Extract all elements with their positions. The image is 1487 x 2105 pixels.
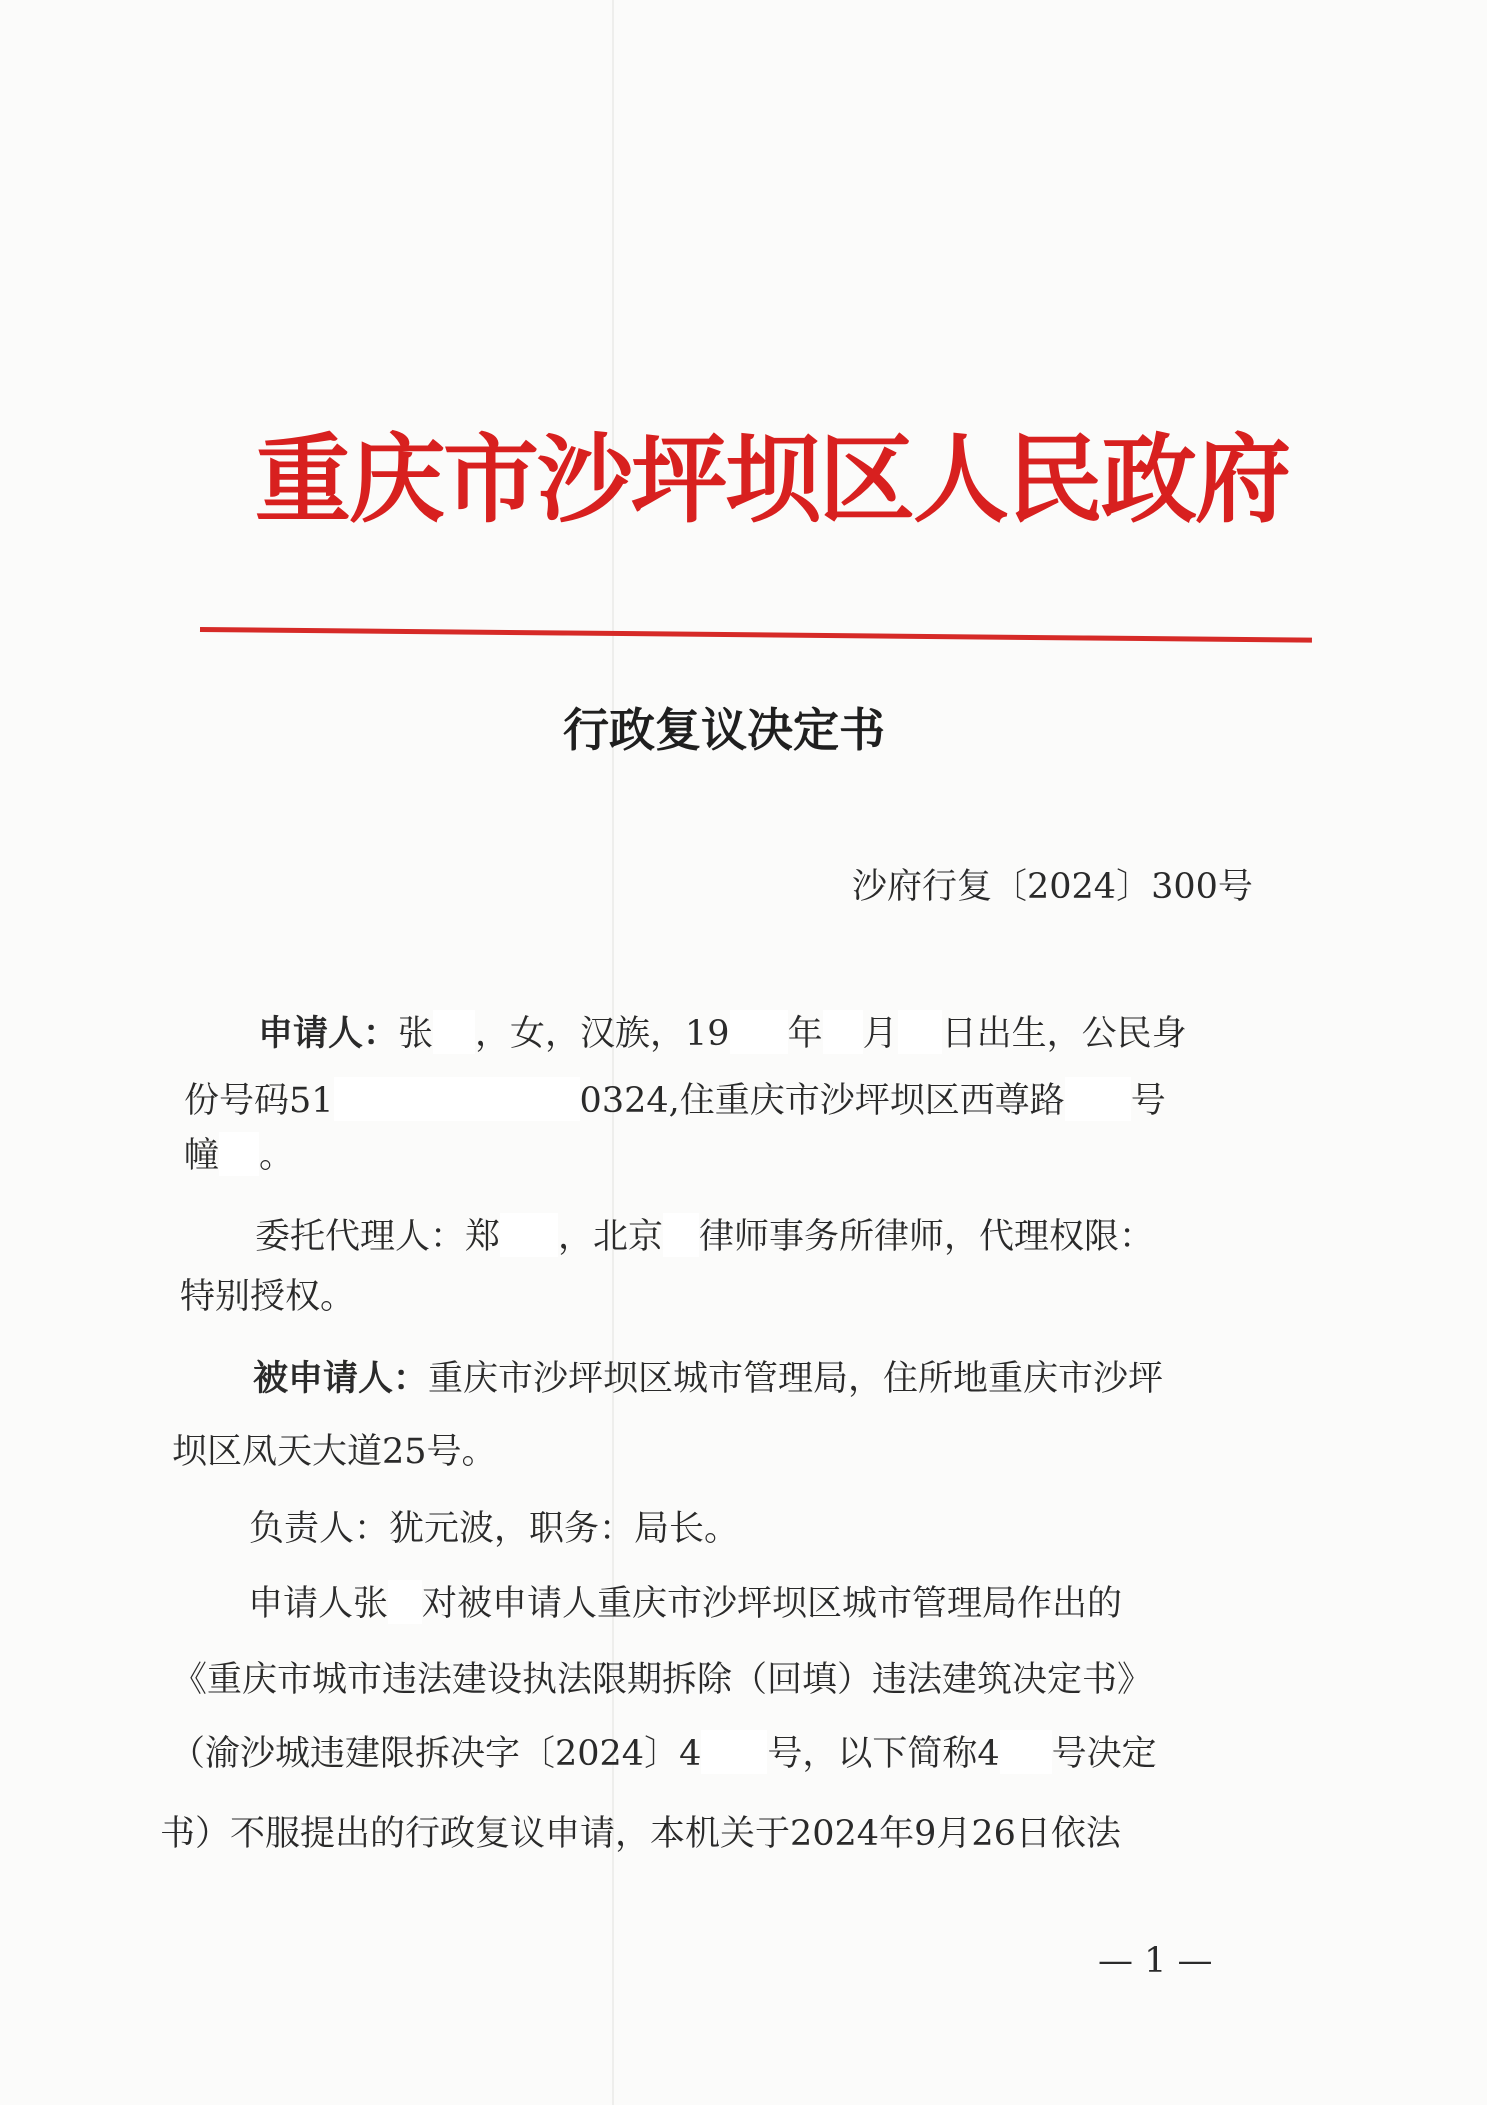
- agent-line-1: 委托代理人：郑 ，北京 律师事务所律师，代理权限：: [255, 1213, 1154, 1261]
- applicant-line-2: 份号码51 0324,住重庆市沙坪坝区西尊路 号: [184, 1077, 1166, 1125]
- applicant-label: 申请人：: [258, 1013, 399, 1054]
- body-line-2: 《重庆市城市违法建设执法限期拆除（回填）违法建筑决定书》: [172, 1660, 1153, 1700]
- letterhead-red-rule: [200, 627, 1312, 643]
- redaction: [1000, 1730, 1052, 1774]
- body-line-3: （渝沙城违建限拆决字〔2024〕4 号，以下简称4 号决定: [170, 1730, 1157, 1778]
- respondent-line-1: 被申请人：重庆市沙坪坝区城市管理局，住所地重庆市沙坪: [253, 1358, 1164, 1399]
- body-line-1: 申请人张 对被申请人重庆市沙坪坝区城市管理局作出的: [248, 1580, 1122, 1628]
- redaction: [500, 1213, 558, 1257]
- redaction: [388, 1580, 422, 1624]
- redaction: [1065, 1077, 1131, 1121]
- government-letterhead: 重庆市沙坪坝区人民政府: [255, 423, 1289, 536]
- document-title: 行政复议决定书: [563, 703, 885, 757]
- redaction: [334, 1077, 580, 1121]
- redaction: [663, 1213, 699, 1257]
- redaction: [898, 1010, 942, 1054]
- redaction: [219, 1132, 259, 1176]
- applicant-line-3: 幢 。: [184, 1132, 294, 1180]
- page-number: — 1 —: [1098, 1941, 1213, 1981]
- respondent-label: 被申请人：: [253, 1358, 429, 1399]
- respondent-line-2: 坝区凤天大道25号。: [172, 1432, 497, 1472]
- redaction: [823, 1010, 863, 1054]
- applicant-line-1: 申请人：张 ，女，汉族，19 年 月 日出生，公民身: [258, 1010, 1187, 1058]
- document-number: 沙府行复〔2024〕300号: [852, 867, 1253, 907]
- redaction: [730, 1010, 788, 1054]
- body-line-4: 书）不服提出的行政复议申请，本机关于2024年9月26日依法: [160, 1814, 1121, 1854]
- redaction: [433, 1010, 475, 1054]
- redaction: [701, 1730, 767, 1774]
- responsible-person: 负责人：犹元波，职务：局长。: [249, 1509, 740, 1549]
- agent-line-2: 特别授权。: [180, 1277, 356, 1317]
